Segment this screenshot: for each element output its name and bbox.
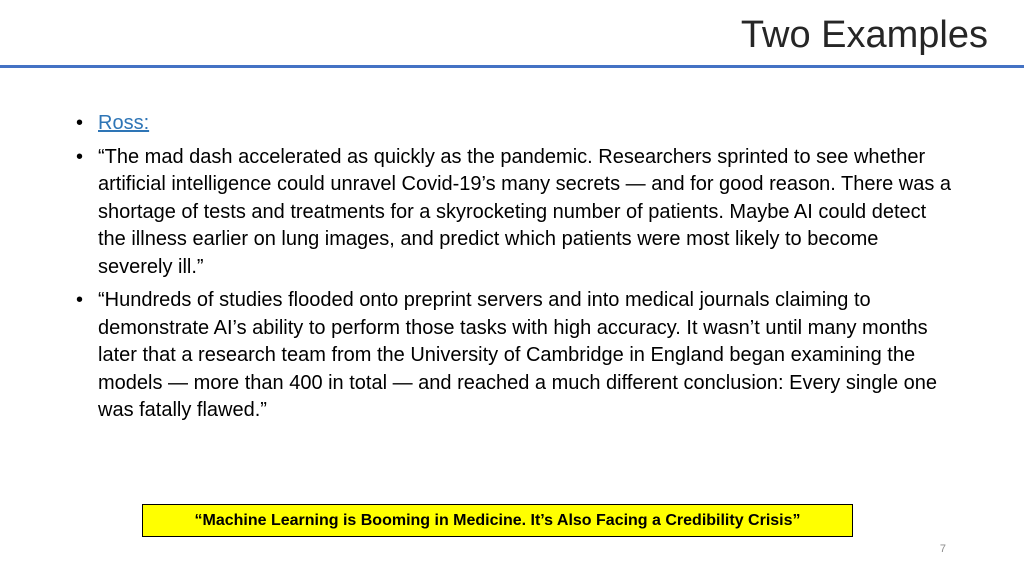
bullet-item-quote-2 [74, 287, 954, 425]
bullet-quote-text: “Hundreds of studies flooded onto preprint servers and into medical journals claiming to demonstrate AI’s ability to perform those tasks with high accuracy. It wasn’t until many months later that a research team from the University of Cambridge in England began examining the models — more than 400 in total — and reached a much different conclusion: Every single one was fatally flawed.” [98, 289, 937, 421]
bullet-marker: • [76, 289, 84, 311]
bullet-quote-text: “The mad dash accelerated as quickly as the pandemic. Researchers sprinted to see whether artificial intelligence could unravel Covid-19’s many secrets — and for good reason. There was a shortage of tests and treatments for a skyrocketing number of patients. Maybe AI could detect the illness earlier on lung images, and predict which patients were most likely to become severely ill.” [98, 145, 952, 278]
bullet-item-quote-1 [74, 144, 954, 282]
slide-title: Two Examples [740, 14, 988, 56]
bullet-item-source [74, 110, 954, 138]
bullet-list [74, 110, 954, 431]
source-link[interactable]: Ross: [98, 112, 150, 134]
bullet-marker: • [76, 145, 84, 168]
bullet-marker: • [76, 112, 84, 134]
article-title-callout: “Machine Learning is Booming in Medicine. It’s Also Facing a Credibility Crisis” [142, 504, 853, 537]
page-number: 7 [939, 543, 946, 555]
title-divider [0, 65, 1024, 68]
